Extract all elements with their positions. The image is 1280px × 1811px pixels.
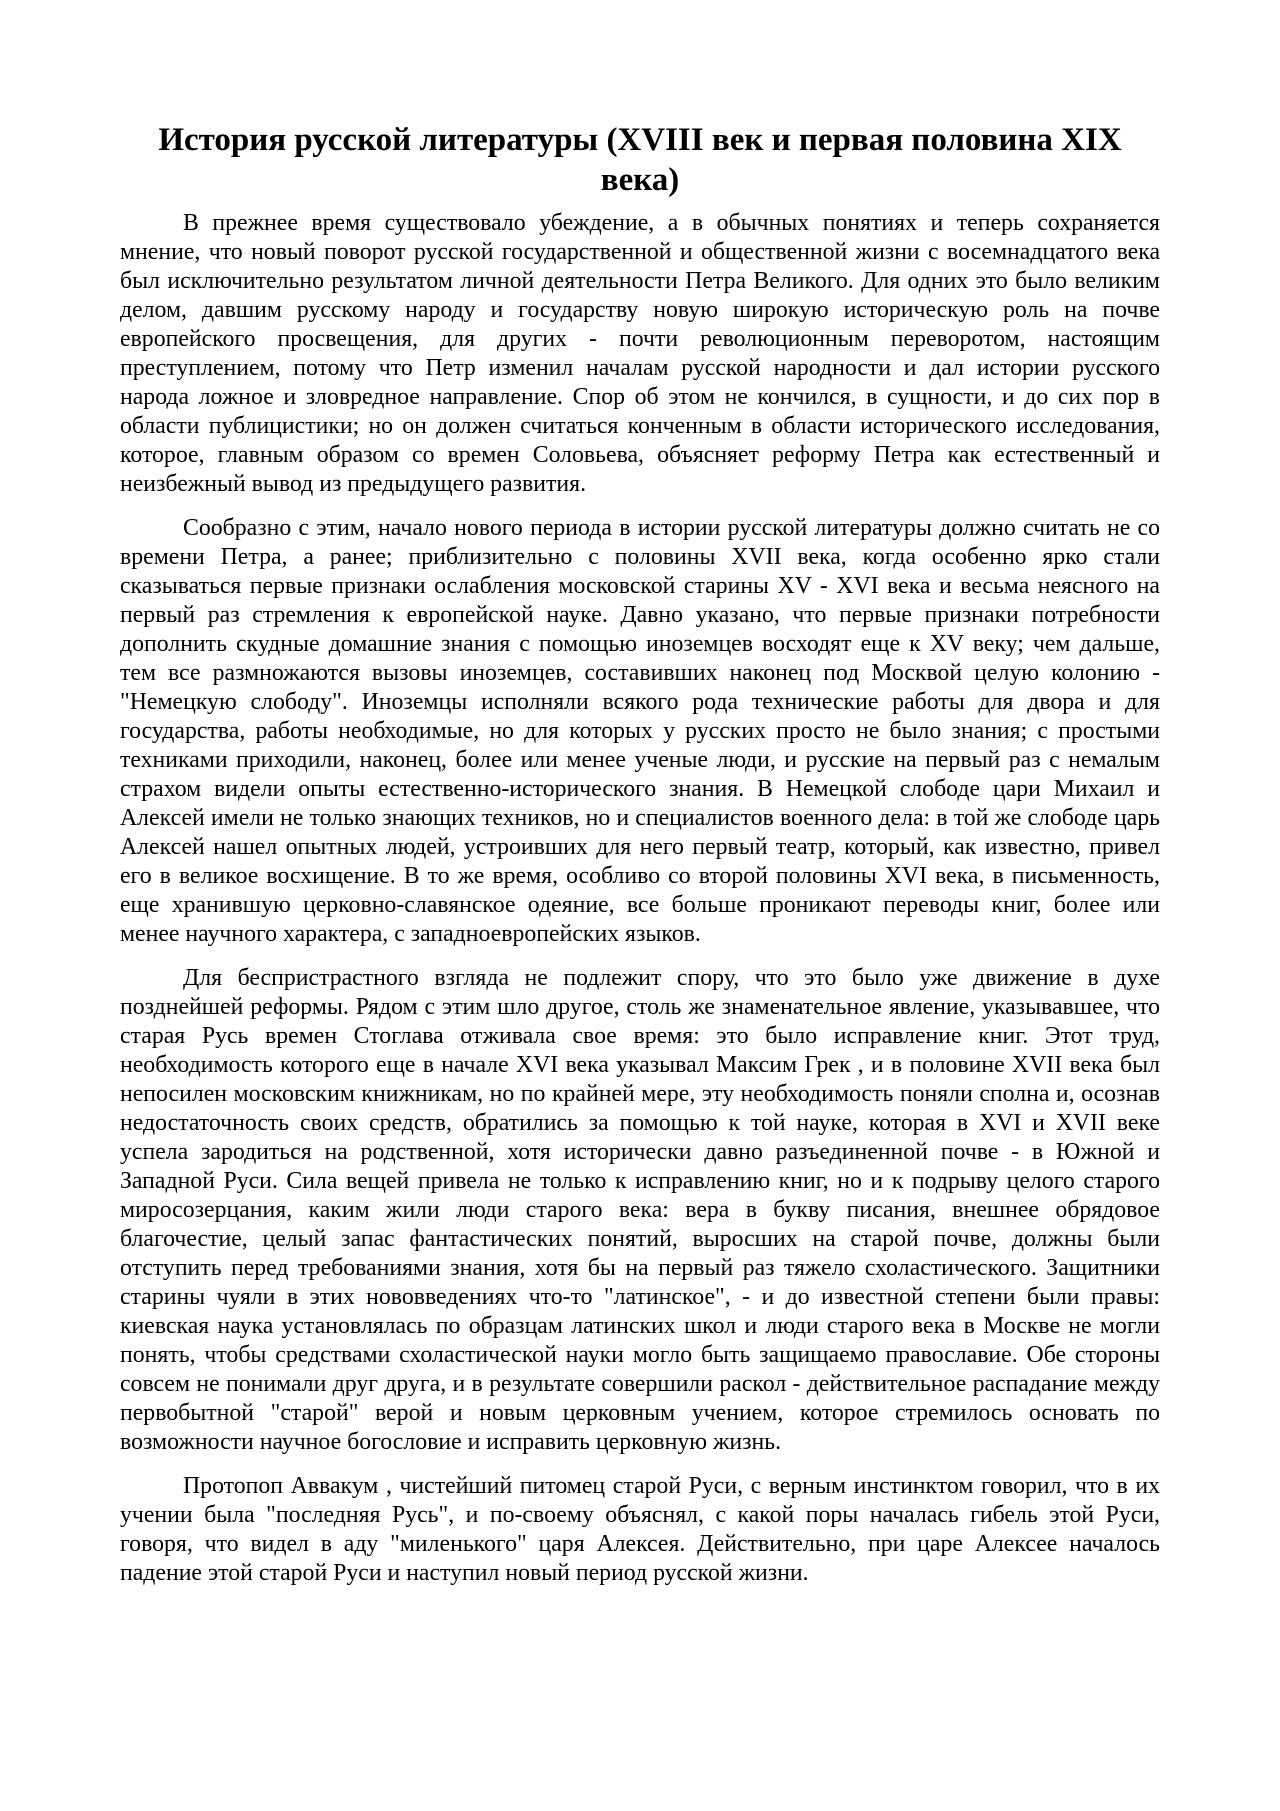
document-body (120, 209, 1160, 1603)
paragraph-2: Сообразно с этим, начало нового периода в истории русской литературы должно считать не со времени Петра, а ранее; приблизительно с половины XVII века, когда особенно ярко стали сказываться первые признаки ослабления московской старины XV - XVI века и весьма неясного на первый раз стремления к европейской науке. Давно указано, что первые признаки потребности дополнить скудные домашние знания с помощью иноземцев восходят еще к XV веку; чем дальше, тем все размножаются вызовы иноземцев, составивших наконец под Москвой целую колонию - "Немецкую слободу". Иноземцы исполняли всякого рода технические работы для двора и для государства, работы необходимые, но для которых у русских просто не было знания; с простыми техниками приходили, наконец, более или менее ученые люди, и русские на первый раз с немалым страхом видели опыты естественно-исторического знания. В Немецкой слободе цари Михаил и Алексей имели не только знающих техников, но и специалистов военного дела: в той же слободе царь Алексей нашел опытных людей, устроивших для него первый театр, который, как известно, привел его в великое восхищение. В то же время, особливо со второй половины XVI века, в письменность, еще хранившую церковно-славянское одеяние, все больше проникают переводы книг, более или менее научного характера, с западноевропейских языков. (120, 515, 1160, 947)
paragraph-4: Протопоп Аввакум , чистейший питомец старой Руси, с верным инстинктом говорил, что в их учении была "последняя Русь", и по-своему объяснял, с какой поры началась гибель этой Руси, говоря, что видел в аду "миленького" царя Алексея. Действительно, при царе Алексее началось падение этой старой Руси и наступил новый период русской жизни. (120, 1473, 1160, 1586)
document-title: История русской литературы (XVIII век и первая половина XIX века) (158, 122, 1122, 198)
paragraph-3: Для беспристрастного взгляда не подлежит спору, что это было уже движение в духе позднейшей реформы. Рядом с этим шло другое, столь же знаменательное явление, указывавшее, что старая Русь времен Стоглава отживала свое время: это было исправление книг. Этот труд, необходимость которого еще в начале XVI века указывал Максим Грек , и в половине XVII века был непосилен московским книжникам, но по крайней мере, эту необходимость поняли сполна и, осознав недостаточность своих средств, обратились за помощью к той науке, которая в XVI и XVII веке успела зародиться на родственной, хотя исторически давно разъединенной почве - в Южной и Западной Руси. Сила вещей привела не только к исправлению книг, но и к подрыву целого старого миросозерцания, каким жили люди старого века: вера в букву писания, внешнее обрядовое благочестие, целый запас фантастических понятий, выросших на старой почве, должны были отступить перед требованиями знания, хотя бы на первый раз тяжело схоластического. Защитники старины чуяли в этих нововведениях что-то "латинское", - и до известной степени были правы: киевская наука установлялась по образцам латинских школ и люди старого века в Москве не могли понять, чтобы средствами схоластической науки могло быть защищаемо православие. Обе стороны совсем не понимали друг друга, и в результате совершили раскол - действительное распадание между первобытной "старой" верой и новым церковным учением, которое стремилось основать по возможности научное богословие и исправить церковную жизнь. (120, 965, 1160, 1455)
paragraph-1: В прежнее время существовало убеждение, а в обычных понятиях и теперь сохраняется мнение, что новый поворот русской государственной и общественной жизни с восемнадцатого века был исключительно результатом личной деятельности Петра Великого. Для одних это было великим делом, давшим русскому народу и государству новую широкую историческую роль на почве европейского просвещения, для других - почти революционным переворотом, настоящим преступлением, потому что Петр изменил началам русской народности и дал истории русского народа ложное и зловредное направление. Спор об этом не кончился, в сущности, и до сих пор в области публицистики; но он должен считаться конченным в области исторического исследования, которое, главным образом со времен Соловьева, объясняет реформу Петра как естественный и неизбежный вывод из предыдущего развития. (120, 210, 1160, 497)
